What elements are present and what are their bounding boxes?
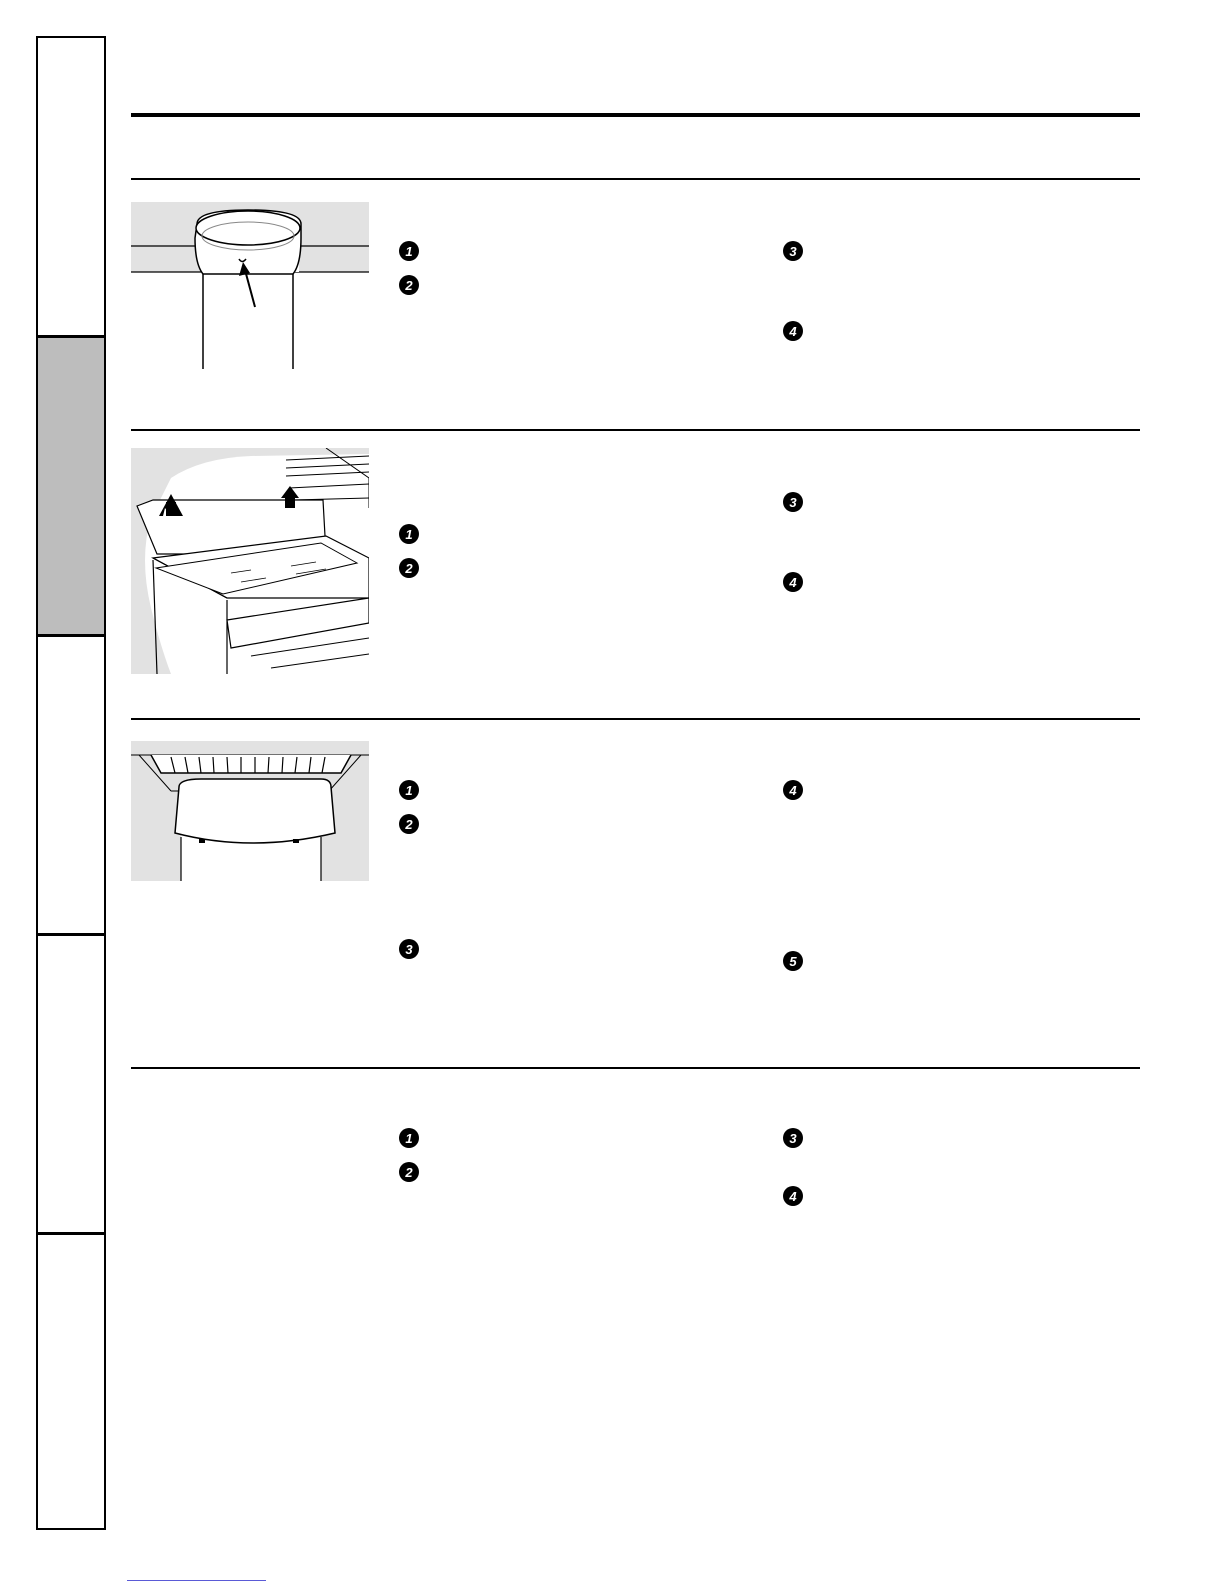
step-4-badge (782, 320, 804, 342)
step-number: 1 (405, 527, 413, 542)
side-tab-3[interactable] (38, 637, 104, 933)
bottom-link-underline[interactable] (127, 1580, 266, 1581)
step-number: 1 (405, 1131, 413, 1146)
page-header-rule (131, 113, 1140, 117)
step-number: 2 (405, 561, 413, 576)
step-number: 1 (405, 244, 413, 259)
section-rule (131, 178, 1140, 180)
step-number: 5 (789, 954, 797, 969)
step-number: 4 (789, 783, 797, 798)
step-number: 3 (789, 495, 797, 510)
step-1-badge (398, 523, 420, 545)
step-number: 4 (789, 324, 797, 339)
step-2-badge (398, 813, 420, 835)
step-number: 3 (405, 942, 413, 957)
section-rule (131, 718, 1140, 720)
range-backsplash-illustration (131, 448, 369, 674)
step-number: 2 (405, 817, 413, 832)
step-number: 2 (405, 278, 413, 293)
side-tab-2-active[interactable] (38, 338, 104, 634)
step-number: 4 (789, 1189, 797, 1204)
step-number: 1 (405, 783, 413, 798)
step-1-badge (398, 240, 420, 262)
side-tab-5[interactable] (38, 1235, 104, 1530)
side-tab-4[interactable] (38, 936, 104, 1232)
side-tab-strip (36, 36, 106, 1530)
side-tab-1[interactable] (38, 38, 104, 335)
step-5-badge (782, 950, 804, 972)
step-3-badge (782, 1127, 804, 1149)
step-2-badge (398, 557, 420, 579)
oven-light-cover-illustration (131, 741, 369, 881)
step-4-badge (782, 1185, 804, 1207)
step-2-badge (398, 274, 420, 296)
step-4-badge (782, 571, 804, 593)
step-number: 3 (789, 1131, 797, 1146)
step-3-badge (398, 938, 420, 960)
step-2-badge (398, 1161, 420, 1183)
step-number: 2 (405, 1165, 413, 1180)
pipe-with-arrow-illustration (131, 202, 369, 369)
step-3-badge (782, 240, 804, 262)
step-4-badge (782, 779, 804, 801)
step-number: 3 (789, 244, 797, 259)
step-1-badge (398, 1127, 420, 1149)
step-number: 4 (789, 575, 797, 590)
section-rule (131, 429, 1140, 431)
section-rule (131, 1067, 1140, 1069)
step-1-badge (398, 779, 420, 801)
step-3-badge (782, 491, 804, 513)
